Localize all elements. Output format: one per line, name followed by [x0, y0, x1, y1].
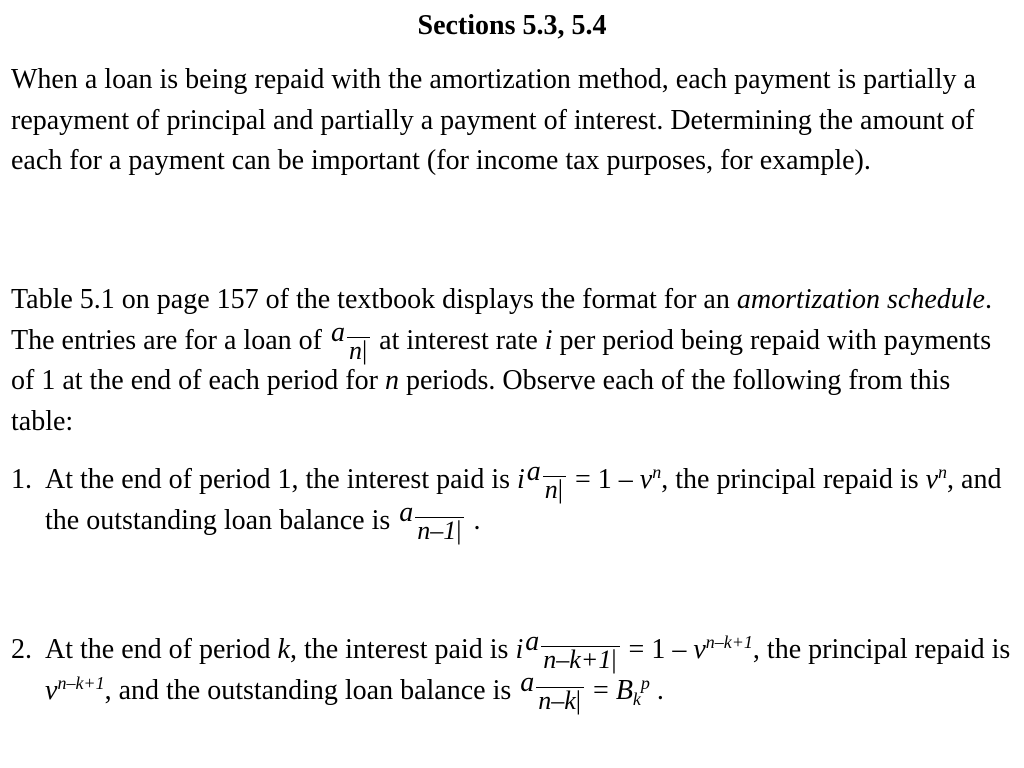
var-B: B — [615, 674, 633, 706]
annuity-symbol — [520, 666, 584, 715]
text: . — [649, 674, 664, 706]
annuity-symbol — [525, 626, 619, 674]
text: periods. Observe each of the following from this table: — [11, 365, 951, 437]
page-title: Sections 5.3, 5.4 — [417, 10, 607, 41]
annuity-symbol — [330, 316, 370, 365]
intro-paragraph: When a loan is being repaid with the amortization method, each payment is partially a repayment of principal and partially a payment of interest. Determining the amount of each for a payment can be important (for income tax purposes, for example). — [11, 64, 976, 176]
annuity-a: a — [520, 666, 535, 698]
subscript: k — [632, 688, 641, 709]
var-k: k — [277, 634, 290, 665]
text: , and the outstanding loan balance is — [104, 674, 519, 706]
text: At the end of period 1, the interest paid is — [45, 464, 517, 495]
text: , and the outstanding loan balance is — [45, 464, 1002, 536]
angle-term: n — [544, 475, 558, 504]
angle-subscript — [536, 687, 584, 714]
var-i: i — [517, 464, 525, 495]
angle-subscript — [541, 646, 619, 673]
text: = — [586, 674, 616, 706]
var-i: i — [544, 324, 553, 356]
angle-bar: | — [575, 685, 582, 715]
angle-subscript — [347, 337, 370, 364]
annuity-a: a — [525, 626, 540, 657]
angle-term: n — [348, 335, 362, 365]
text: , the principal repaid is — [661, 464, 926, 495]
text: Table 5.1 on page 157 of the textbook displays the format for an — [11, 284, 737, 315]
angle-bar: | — [361, 335, 368, 365]
var-v: v — [45, 674, 58, 706]
exponent: n–k+1 — [57, 672, 105, 693]
var-i: i — [515, 634, 524, 665]
angle-subscript — [415, 517, 464, 544]
angle-bar: | — [611, 645, 617, 674]
text: , the principal repaid is — [752, 634, 1011, 665]
angle-term: n–k — [538, 685, 576, 715]
list-item-body — [45, 456, 1016, 545]
exponent: n–k+1 — [705, 632, 753, 652]
var-v: v — [693, 634, 706, 665]
annuity-a: a — [330, 316, 345, 348]
italic-term: amortization schedule — [736, 284, 985, 315]
table-description-paragraph — [11, 280, 1016, 442]
annuity-symbol — [399, 496, 464, 545]
angle-subscript — [543, 476, 566, 503]
angle-bar: | — [557, 475, 563, 504]
var-n: n — [384, 365, 399, 396]
list-item-body — [45, 626, 1016, 715]
angle-term: n–k+1 — [543, 645, 612, 674]
angle-term: n–1 — [417, 515, 457, 545]
var-v: v — [925, 464, 939, 495]
text: = 1 – — [621, 634, 694, 665]
text: per period being repaid with payments of 1 at the end of each period for — [11, 324, 992, 396]
angle-bar: | — [456, 515, 462, 545]
text: = 1 – — [568, 464, 640, 495]
annuity-symbol — [526, 456, 566, 504]
list-number: 2. — [11, 634, 32, 665]
text: . — [466, 504, 481, 536]
text: at interest rate — [372, 324, 545, 356]
list-item-2 — [11, 626, 1016, 715]
text: . The entries are for a loan of — [11, 284, 992, 356]
exponent: n — [652, 462, 662, 482]
superscript: p — [640, 672, 650, 693]
text: , the interest paid is — [289, 634, 516, 665]
list-item-1 — [11, 456, 1016, 545]
var-v: v — [639, 464, 653, 495]
exponent: n — [938, 462, 948, 482]
annuity-a: a — [526, 456, 541, 487]
annuity-a: a — [399, 496, 414, 528]
list-number: 1. — [11, 464, 32, 495]
text: At the end of period — [45, 634, 278, 665]
